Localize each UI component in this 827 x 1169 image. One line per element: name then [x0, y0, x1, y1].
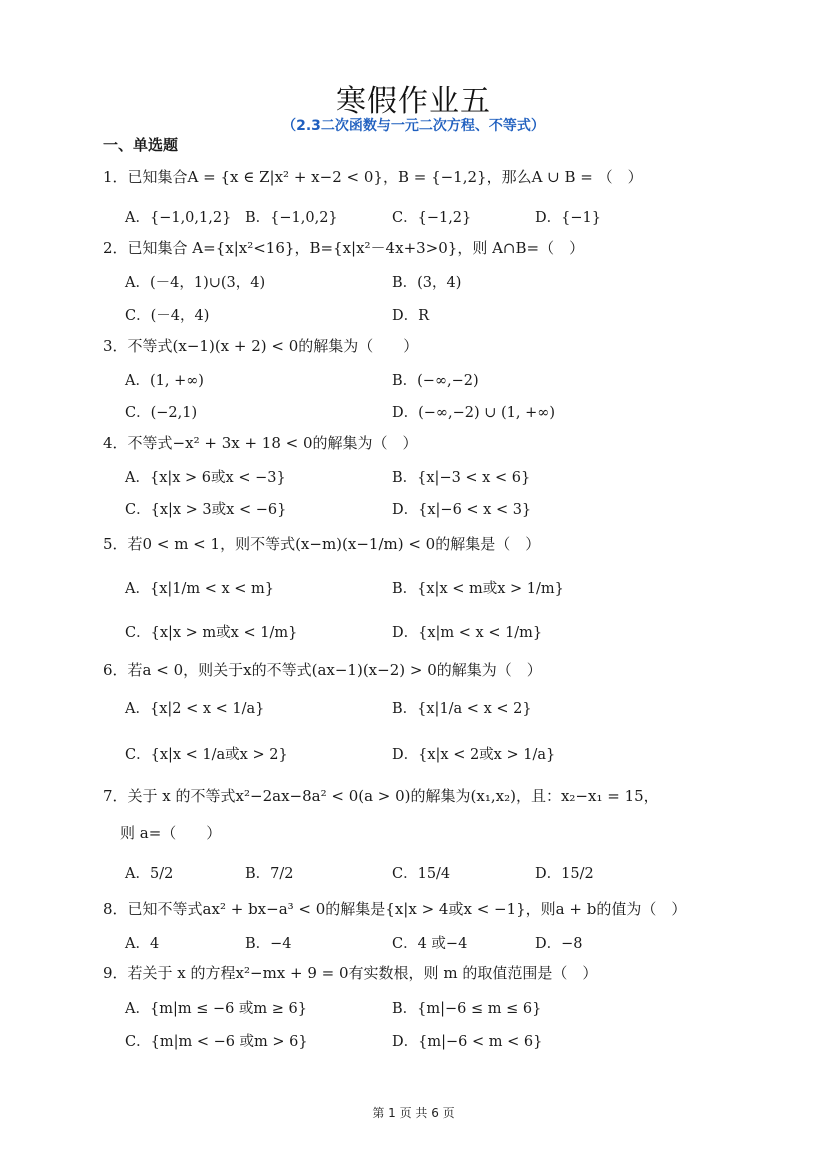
question-7-option-a: A．5/2 — [125, 866, 174, 882]
page-title: 寒假作业五 — [336, 84, 491, 119]
question-8-option-d: D．−8 — [535, 936, 583, 952]
question-1-option-d: D．{−1} — [535, 210, 601, 226]
question-1-option-c: C．{−1,2} — [392, 210, 472, 226]
question-3-option-a: A．(1, +∞) — [125, 373, 204, 389]
question-5-option-c: C．{x|x > m或x < 1/m} — [125, 625, 298, 641]
question-1-option-b: B．{−1,0,2} — [245, 210, 338, 226]
question-6-option-c: C．{x|x < 1/a或x > 2} — [125, 747, 288, 763]
question-9-stem: 9．若关于 x 的方程x²−mx + 9 = 0有实数根，则 m 的取值范围是（ ） — [103, 964, 598, 982]
question-5-stem: 5．若0 < m < 1，则不等式(x−m)(x−1/m) < 0的解集是（ ） — [103, 535, 541, 553]
question-8-stem: 8．已知不等式ax² + bx−a³ < 0的解集是{x|x > 4或x < −1}，则a + b的值为（ ） — [103, 900, 687, 918]
question-5-option-b: B．{x|x < m或x > 1/m} — [392, 581, 564, 597]
question-8-option-a: A．4 — [125, 936, 160, 952]
question-7-option-b: B．7/2 — [245, 866, 294, 882]
question-9-option-a: A．{m|m ≤ −6 或m ≥ 6} — [125, 1001, 308, 1017]
question-3-option-b: B．(−∞,−2) — [392, 373, 479, 389]
question-6-option-a: A．{x|2 < x < 1/a} — [125, 701, 265, 717]
question-4-option-c: C．{x|x > 3或x < −6} — [125, 502, 287, 518]
question-3-option-c: C．(−2,1) — [125, 405, 198, 421]
question-8-option-c: C．4 或−4 — [392, 936, 468, 952]
question-3-option-d: D．(−∞,−2) ∪ (1, +∞) — [392, 405, 556, 421]
question-7-stem-continued: 则 a=（ ） — [120, 824, 222, 842]
question-2-stem: 2．已知集合 A={x|x²<16}，B={x|x²－4x+3>0}，则 A∩B=（ ） — [103, 239, 585, 257]
question-8-option-b: B．−4 — [245, 936, 292, 952]
question-5-option-d: D．{x|m < x < 1/m} — [392, 625, 543, 641]
question-2-option-d: D．R — [392, 308, 430, 324]
question-4-option-b: B．{x|−3 < x < 6} — [392, 470, 531, 486]
page-footer: 第 1 页 共 6 页 — [372, 1106, 455, 1120]
question-1-option-a: A．{−1,0,1,2} — [125, 210, 232, 226]
section-heading: 一、单选题 — [103, 136, 179, 154]
question-7-stem: 7．关于 x 的不等式x²−2ax−8a² < 0(a > 0)的解集为(x₁,x₂)，且：x₂−x₁ = 15， — [103, 787, 659, 805]
question-1-stem: 1．已知集合A = {x ∈ Z|x² + x−2 < 0}，B = {−1,2}，那么A ∪ B = （ ） — [103, 168, 643, 186]
question-2-option-a: A．(－4，1)∪(3，4) — [125, 275, 266, 291]
question-6-stem: 6．若a < 0，则关于x的不等式(ax−1)(x−2) > 0的解集为（ ） — [103, 661, 542, 679]
page-subtitle: （2.3二次函数与一元二次方程、不等式） — [282, 118, 545, 134]
question-7-option-d: D．15/2 — [535, 866, 594, 882]
question-3-stem: 3．不等式(x−1)(x + 2) < 0的解集为（ ） — [103, 337, 419, 355]
question-2-option-b: B．(3，4) — [392, 275, 462, 291]
question-5-option-a: A．{x|1/m < x < m} — [125, 581, 275, 597]
question-7-option-c: C．15/4 — [392, 866, 451, 882]
question-4-option-d: D．{x|−6 < x < 3} — [392, 502, 532, 518]
question-6-option-b: B．{x|1/a < x < 2} — [392, 701, 532, 717]
question-9-option-c: C．{m|m < −6 或m > 6} — [125, 1034, 308, 1050]
question-6-option-d: D．{x|x < 2或x > 1/a} — [392, 747, 556, 763]
question-4-stem: 4．不等式−x² + 3x + 18 < 0的解集为（ ） — [103, 434, 418, 452]
question-4-option-a: A．{x|x > 6或x < −3} — [125, 470, 286, 486]
question-9-option-d: D．{m|−6 < m < 6} — [392, 1034, 543, 1050]
question-2-option-c: C．(－4，4) — [125, 308, 210, 324]
question-9-option-b: B．{m|−6 ≤ m ≤ 6} — [392, 1001, 542, 1017]
